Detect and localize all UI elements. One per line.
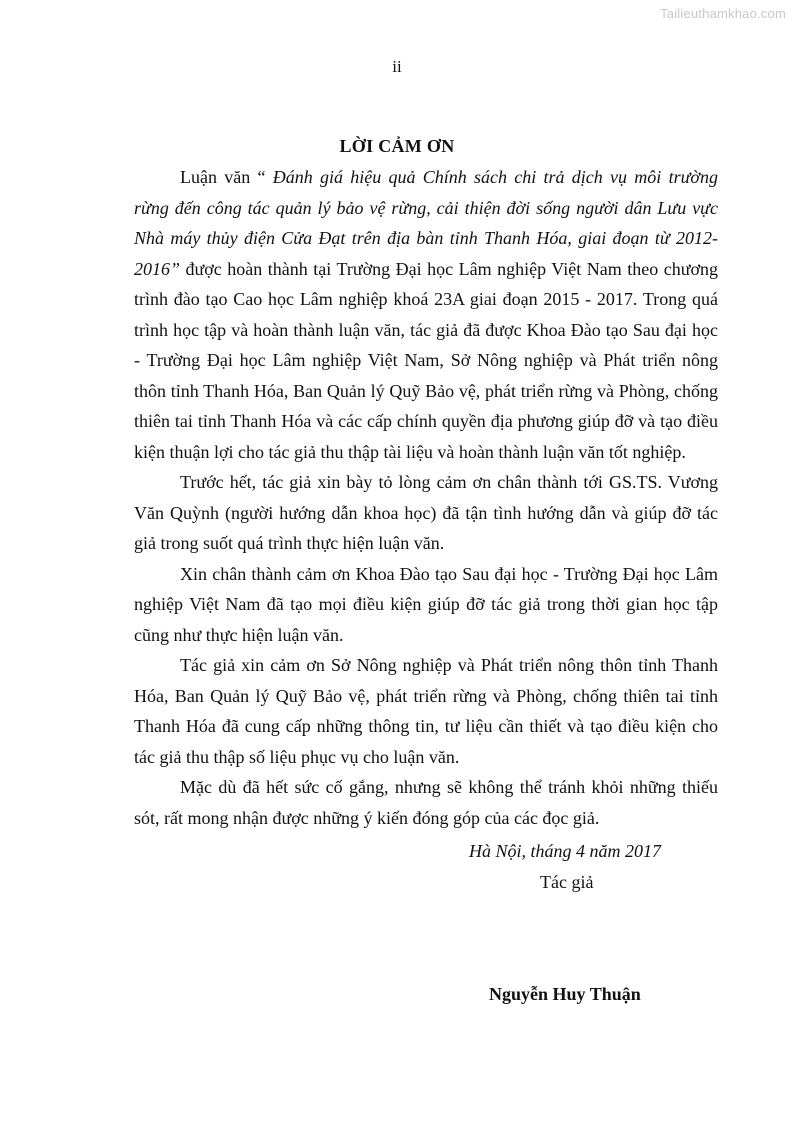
watermark: Tailieuthamkhao.com bbox=[660, 6, 786, 21]
thesis-title-italic: Đánh giá hiệu quả Chính sách chi trả dịch vụ môi trường rừng đến công tác quản lý bảo vệ rừng, cải thiện đời sống người dân Lưu vực Nhà máy thủy điện Cửa Đạt trên địa bàn tỉnh Thanh Hóa, giai đoạn từ 2012- 2016” bbox=[134, 167, 718, 279]
acknowledgement-body bbox=[134, 162, 718, 833]
paragraph-faculty-thanks: Xin chân thành cảm ơn Khoa Đào tạo Sau đại học - Trường Đại học Lâm nghiệp Việt Nam đã tạo mọi điều kiện giúp đỡ tác giả trong thời gian học tập cũng như thực hiện luận văn. bbox=[134, 563, 718, 645]
place-date: Hà Nội, tháng 4 năm 2017 bbox=[469, 841, 662, 861]
author-name: Nguyễn Huy Thuận bbox=[489, 984, 641, 1004]
paragraph-thesis-intro bbox=[134, 162, 718, 467]
page-title: LỜI CẢM ƠN bbox=[339, 136, 455, 156]
paragraph-supervisor-thanks: Trước hết, tác giả xin bày tỏ lòng cảm ơn chân thành tới GS.TS. Vương Văn Quỳnh (người hướng dẫn khoa học) đã tận tình hướng dẫn và giúp đỡ tác giả trong suốt quá trình thực hiện luận văn. bbox=[134, 472, 718, 553]
paragraph-closing: Mặc dù đã hết sức cố gắng, nhưng sẽ không thể tránh khỏi những thiếu sót, rất mong nhận được những ý kiến đóng góp của các đọc giả. bbox=[134, 777, 718, 828]
thesis-intro-rest: được hoàn thành tại Trường Đại học Lâm nghiệp Việt Nam theo chương trình đào tạo Cao học Lâm nghiệp khoá 23A giai đoạn 2015 - 2017. Trong quá trình học tập và hoàn thành luận văn, tác giả đã được Khoa Đào tạo Sau đại học - Trường Đại học Lâm nghiệp Việt Nam, Sở Nông nghiệp và Phát triển nông thôn tỉnh Thanh Hóa, Ban Quản lý Quỹ Bảo vệ, phát triển rừng và Phòng, chống thiên tai tỉnh Thanh Hóa và các cấp chính quyền địa phương giúp đỡ và tạo điều kiện thuận lợi cho tác giả thu thập tài liệu và hoàn thành luận văn tốt nghiệp. bbox=[134, 258, 718, 462]
author-label: Tác giả bbox=[540, 872, 594, 892]
paragraph-department-thanks: Tác giả xin cảm ơn Sở Nông nghiệp và Phát triển nông thôn tỉnh Thanh Hóa, Ban Quản lý Quỹ Bảo vệ, phát triển rừng và Phòng, chống thiên tai tỉnh Thanh Hóa đã cung cấp những thông tin, tư liệu cần thiết và tạo điều kiện cho tác giả thu thập số liệu phục vụ cho luận văn. bbox=[134, 655, 718, 767]
page-number: ii bbox=[392, 57, 402, 76]
thesis-intro-lead: Luận văn “ bbox=[180, 167, 273, 187]
